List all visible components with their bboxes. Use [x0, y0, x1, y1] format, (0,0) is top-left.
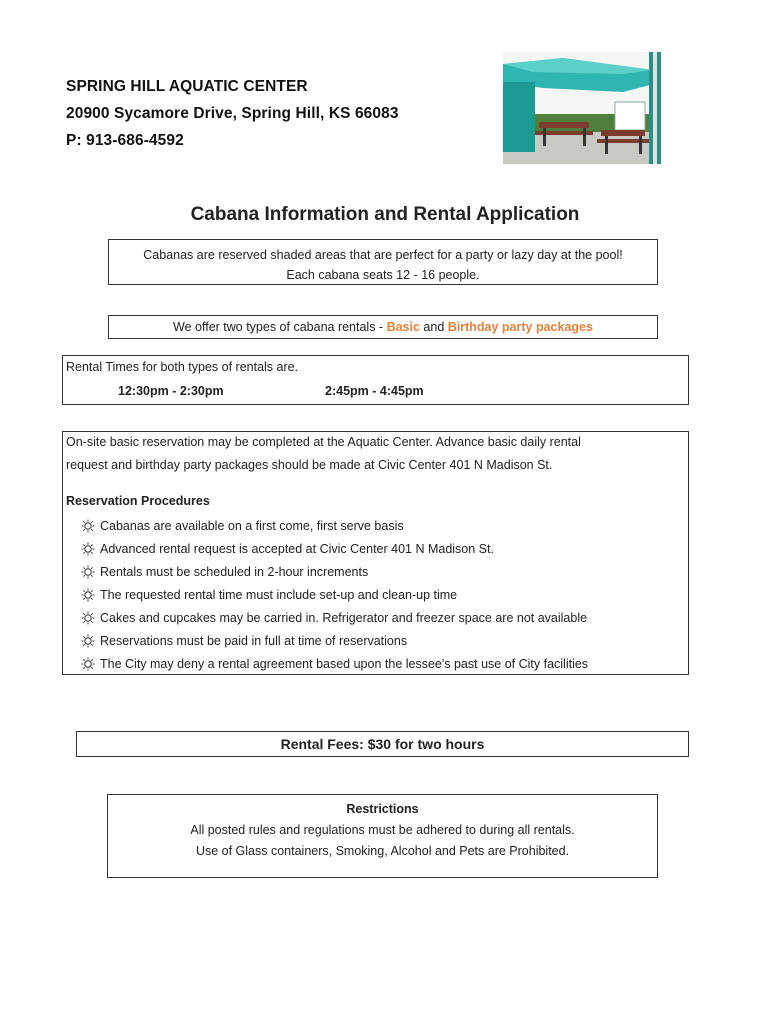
- intro-line-1: Cabanas are reserved shaded areas that are perfect for a party or lazy day at the pool!: [143, 248, 623, 262]
- list-item: Cabanas are available on a first come, first serve basis: [81, 514, 588, 537]
- list-item: Reservations must be paid in full at time of reservations: [81, 629, 588, 652]
- sun-bullet-icon: [81, 611, 95, 625]
- sun-bullet-icon: [81, 634, 95, 648]
- list-item: Cakes and cupcakes may be carried in. Refrigerator and freezer space are not available: [81, 606, 588, 629]
- reservation-procedures-list: [81, 514, 588, 675]
- restrictions-heading: Restrictions: [346, 802, 419, 816]
- restrictions-line-2: Use of Glass containers, Smoking, Alcohol and Pets are Prohibited.: [195, 844, 570, 858]
- page-title: Cabana Information and Rental Application: [190, 204, 580, 225]
- cabana-photo: [503, 52, 661, 164]
- reservation-procedures-heading: Reservation Procedures: [66, 494, 210, 508]
- rental-time-slot-1: 12:30pm - 2:30pm: [118, 384, 224, 398]
- list-item: Advanced rental request is accepted at Civic Center 401 N Madison St.: [81, 537, 588, 560]
- rental-types-box: [108, 315, 658, 339]
- rental-fees-box: [76, 731, 689, 757]
- rental-time-slot-2: 2:45pm - 4:45pm: [325, 384, 424, 398]
- rental-times-label: Rental Times for both types of rentals are.: [66, 360, 299, 374]
- reservation-box: [62, 431, 689, 675]
- sun-bullet-icon: [81, 565, 95, 579]
- reservation-info-line-1: On-site basic reservation may be completed at the Aquatic Center. Advance basic daily rental: [66, 435, 581, 449]
- offer-and: and: [419, 320, 448, 334]
- sun-bullet-icon: [81, 588, 95, 602]
- facility-phone: P: 913-686-4592: [66, 132, 184, 149]
- list-item: Rentals must be scheduled in 2-hour increments: [81, 560, 588, 583]
- rental-fees-text: Rental Fees: $30 for two hours: [280, 736, 485, 752]
- rental-times-box: [62, 355, 689, 405]
- intro-line-2: Each cabana seats 12 - 16 people.: [286, 268, 480, 282]
- list-item: The City may deny a rental agreement based upon the lessee's past use of City facilities: [81, 652, 588, 675]
- sun-bullet-icon: [81, 542, 95, 556]
- list-item: The requested rental time must include set-up and clean-up time: [81, 583, 588, 606]
- restrictions-box: [107, 794, 658, 878]
- offer-prefix: We offer two types of cabana rentals -: [173, 320, 387, 334]
- offer-basic: Basic: [386, 320, 420, 334]
- reservation-info-line-2: request and birthday party packages should be made at Civic Center 401 N Madison St.: [66, 458, 553, 472]
- offer-birthday: Birthday party packages: [447, 320, 593, 334]
- facility-address: 20900 Sycamore Drive, Spring Hill, KS 66083: [66, 105, 399, 122]
- sun-bullet-icon: [81, 657, 95, 671]
- sun-bullet-icon: [81, 519, 95, 533]
- facility-name: SPRING HILL AQUATIC CENTER: [66, 78, 308, 95]
- intro-box: [108, 239, 658, 285]
- restrictions-line-1: All posted rules and regulations must be adhered to during all rentals.: [190, 823, 575, 837]
